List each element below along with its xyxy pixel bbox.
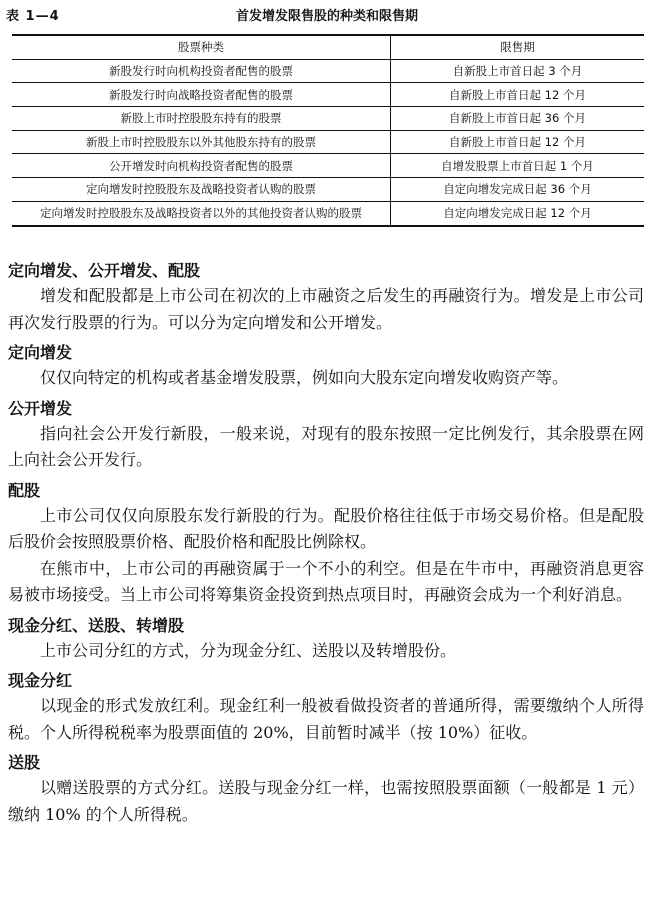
heading-cash-dividend: 现金分红 <box>8 671 73 690</box>
paragraph: 指向社会公开发行新股，一般来说，对现有的股东按照一定比例发行，其余股票在网上向社会公开发行。 <box>8 423 644 469</box>
stock-type-cell: 新股上市时控股股东持有的股票 <box>12 107 391 131</box>
table-row <box>12 59 644 83</box>
lockup-period-cell: 自定向增发完成日起 12 个月 <box>443 206 592 221</box>
stock-type-cell: 新股发行时向战略投资者配售的股票 <box>12 83 391 107</box>
lockup-period-cell: 自定向增发完成日起 36 个月 <box>443 182 592 197</box>
article-body <box>8 258 644 828</box>
paragraph: 上市公司分红的方式，分为现金分红、送股以及转增股份。 <box>40 640 457 660</box>
paragraph: 上市公司仅仅向原股东发行新股的行为。配股价格往往低于市场交易价格。但是配股后股价会按照股票价格、配股价格和配股比例除权。 <box>8 505 644 551</box>
stock-type-cell: 新股上市时控股股东以外其他股东持有的股票 <box>12 130 391 154</box>
table-row <box>12 107 644 131</box>
heading-bonus-shares: 送股 <box>8 753 41 772</box>
table-row <box>12 154 644 178</box>
lockup-period-cell: 自新股上市首日起 12 个月 <box>449 87 586 102</box>
heading-private-placement: 定向增发 <box>8 343 73 362</box>
table-number: 表 1—4 <box>6 9 60 24</box>
paragraph: 在熊市中，上市公司的再融资属于一个不小的利空。但是在牛市中，再融资消息更容易被市场接受。当上市公司将筹集资金投资到热点项目时，再融资会成为一个利好消息。 <box>8 558 644 604</box>
paragraph: 增发和配股都是上市公司在初次的上市融资之后发生的再融资行为。增发是上市公司再次发行股票的行为。可以分为定向增发和公开增发。 <box>8 286 644 332</box>
table-row <box>12 130 644 154</box>
lockup-period-cell: 自新股上市首日起 12 个月 <box>449 135 586 150</box>
heading-public-offering: 公开增发 <box>8 398 73 418</box>
heading-private-public-rights: 定向增发、公开增发、配股 <box>8 261 201 280</box>
lockup-period-cell: 自新股上市首日起 36 个月 <box>449 111 586 126</box>
paragraph: 以赠送股票的方式分红。送股与现金分红一样，也需按照股票面额（一般都是 1 元）缴纳 10% 的个人所得税。 <box>8 778 644 824</box>
stock-type-cell: 定向增发时控股股东及战略投资者认购的股票 <box>12 178 391 202</box>
heading-rights-issue: 配股 <box>8 480 41 500</box>
lockup-period-cell: 自新股上市首日起 3 个月 <box>452 64 583 79</box>
restricted-shares-table <box>12 34 644 227</box>
paragraph: 以现金的形式发放红利。现金红利一般被看做投资者的普通所得，需要缴纳个人所得税。个人所得税税率为股票面值的 20%，目前暂时减半（按 10%）征收。 <box>8 696 644 742</box>
table-row <box>12 178 644 202</box>
stock-type-cell: 公开增发时向机构投资者配售的股票 <box>12 154 391 178</box>
stock-type-cell: 新股发行时向机构投资者配售的股票 <box>12 59 391 83</box>
table-row <box>12 201 644 225</box>
table-row <box>12 83 644 107</box>
header-lockup-period: 限售期 <box>500 40 535 55</box>
table-header-row <box>12 35 644 59</box>
stock-type-cell: 定向增发时控股股东及战略投资者以外的其他投资者认购的股票 <box>12 201 391 225</box>
paragraph: 仅仅向特定的机构或者基金增发股票，例如向大股东定向增发收购资产等。 <box>40 368 569 387</box>
table-caption <box>6 2 648 24</box>
lockup-period-cell: 自增发股票上市首日起 1 个月 <box>441 158 594 173</box>
heading-dividend-types: 现金分红、送股、转增股 <box>8 615 185 635</box>
table-title: 首发增发限售股的种类和限售期 <box>236 9 419 24</box>
header-stock-type: 股票种类 <box>12 35 391 59</box>
